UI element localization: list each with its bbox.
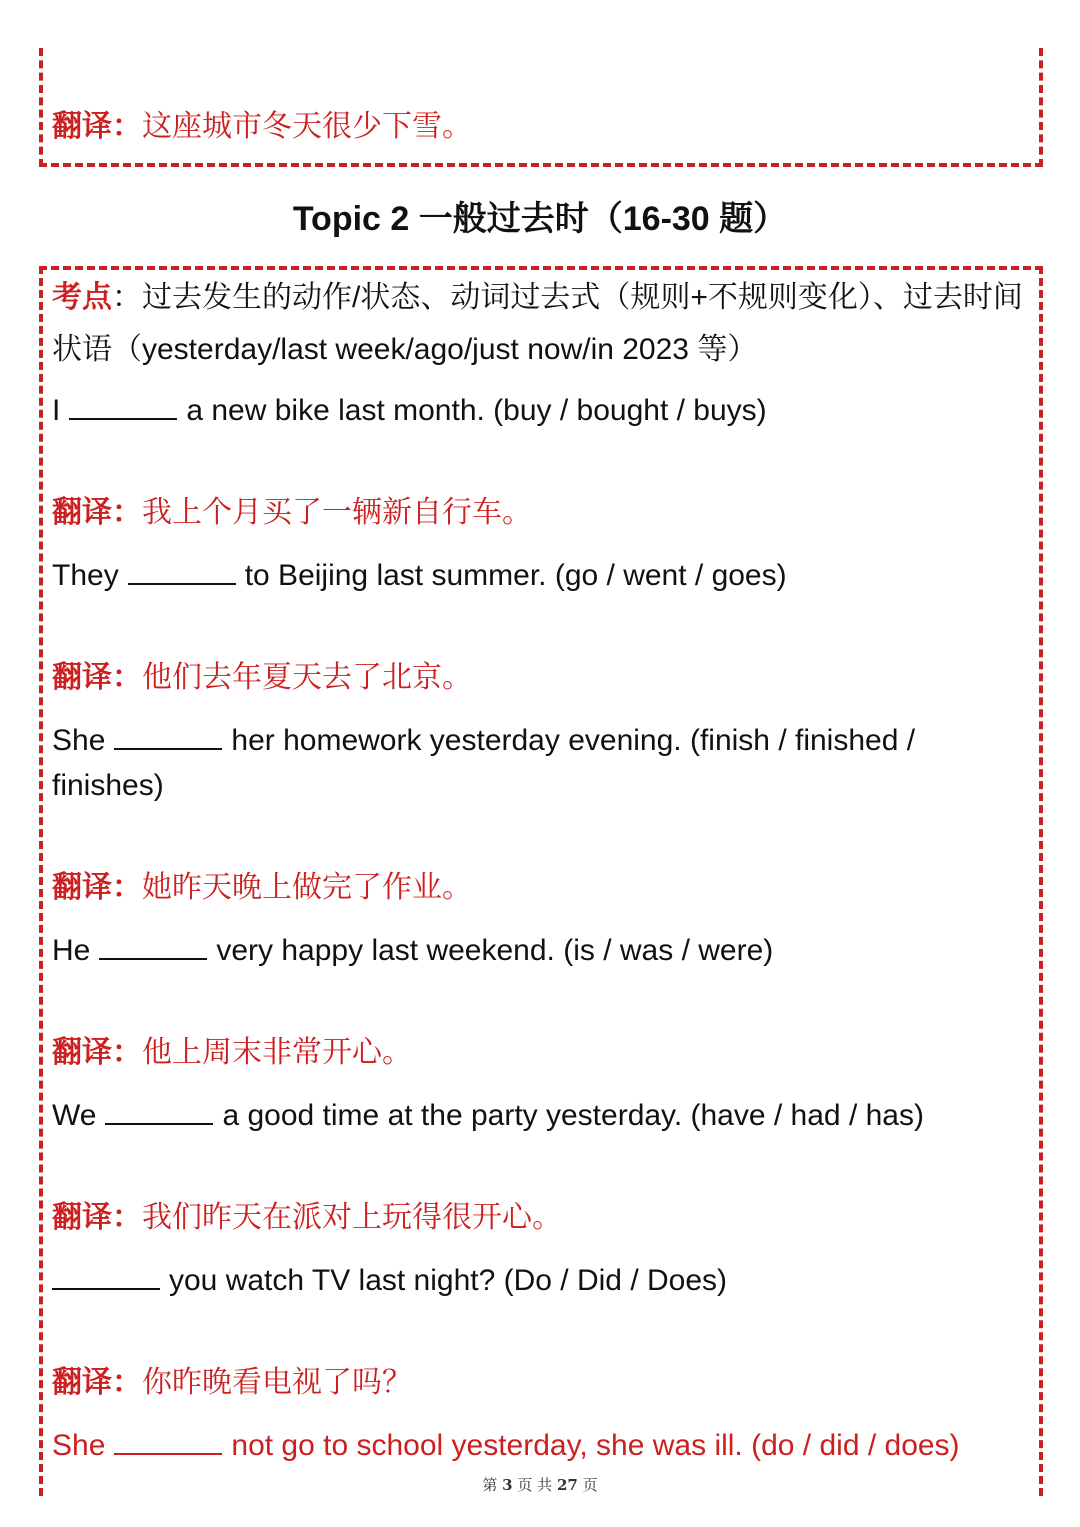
question-sentence (52, 928, 773, 974)
sentence-rest: to Beijing last summer. (go / went / goes) (244, 559, 787, 592)
translation-label: 翻译： (52, 871, 142, 904)
translation-label: 翻译： (52, 1201, 142, 1234)
top-translation-line (52, 104, 472, 150)
sentence-rest: her homework yesterday evening. (finish / finished / (231, 724, 916, 757)
page-footer (0, 1474, 1080, 1495)
question-sentence (52, 718, 915, 764)
sentence-start: I (52, 394, 61, 427)
answer-blank (114, 724, 222, 750)
sentence-start: They (52, 559, 119, 592)
key-points-text: ：过去发生的动作/状态、动词过去式（规则+不规则变化）、过去时间状语（yesterday/last week/ago/just now/in 2023 等） (52, 281, 1023, 366)
translation-text: 你昨晚看电视了吗？ (142, 1366, 412, 1399)
sentence-rest: not go to school yesterday, she was ill. (do / did / does) (231, 1429, 960, 1462)
footer-prefix: 第 (482, 1476, 498, 1494)
sentence-rest: very happy last weekend. (is / was / were) (216, 934, 774, 967)
translation-text: 我上个月买了一辆新自行车。 (142, 496, 532, 529)
sentence-rest: a good time at the party yesterday. (have / had / has) (222, 1099, 924, 1132)
page-number: 3 (502, 1476, 513, 1494)
translation-text: 这座城市冬天很少下雪。 (142, 110, 472, 143)
key-points (52, 272, 1037, 376)
sentence-start: We (52, 1099, 97, 1132)
answer-blank (52, 1264, 160, 1290)
question-sentence-continued: finishes) (52, 769, 164, 802)
translation-line (52, 1030, 412, 1076)
footer-suffix: 页 (582, 1476, 598, 1494)
translation-line (52, 1360, 412, 1406)
question-sentence (52, 1093, 924, 1139)
answer-blank (114, 1429, 222, 1455)
translation-text: 我们昨天在派对上玩得很开心。 (142, 1201, 562, 1234)
translation-line (52, 865, 472, 911)
footer-middle: 页 共 (517, 1476, 553, 1494)
translation-text: 她昨天晚上做完了作业。 (142, 871, 472, 904)
translation-label: 翻译： (52, 661, 142, 694)
sentence-start: She (52, 724, 106, 757)
question-sentence (52, 1423, 960, 1469)
translation-text: 他们去年夏天去了北京。 (142, 661, 472, 694)
sentence-start: She (52, 1429, 106, 1462)
question-sentence (52, 388, 767, 434)
translation-line (52, 1195, 562, 1241)
translation-line (52, 655, 472, 701)
answer-blank (128, 559, 236, 585)
page-total: 27 (556, 1476, 578, 1494)
answer-blank (69, 394, 177, 420)
translation-label: 翻译： (52, 1366, 142, 1399)
sentence-rest: you watch TV last night? (Do / Did / Does) (169, 1264, 728, 1297)
translation-label: 翻译： (52, 110, 142, 143)
question-sentence (52, 553, 787, 599)
key-points-label: 考点 (52, 281, 112, 314)
topic-title: Topic 2 一般过去时（16-30 题） (292, 200, 788, 238)
translation-text: 他上周末非常开心。 (142, 1036, 412, 1069)
sentence-rest: a new bike last month. (buy / bought / buys) (186, 394, 767, 427)
translation-label: 翻译： (52, 1036, 142, 1069)
answer-blank (105, 1099, 213, 1125)
translation-label: 翻译： (52, 496, 142, 529)
sentence-start: He (52, 934, 91, 967)
translation-line (52, 490, 532, 536)
question-sentence (52, 1258, 727, 1304)
answer-blank (99, 934, 207, 960)
